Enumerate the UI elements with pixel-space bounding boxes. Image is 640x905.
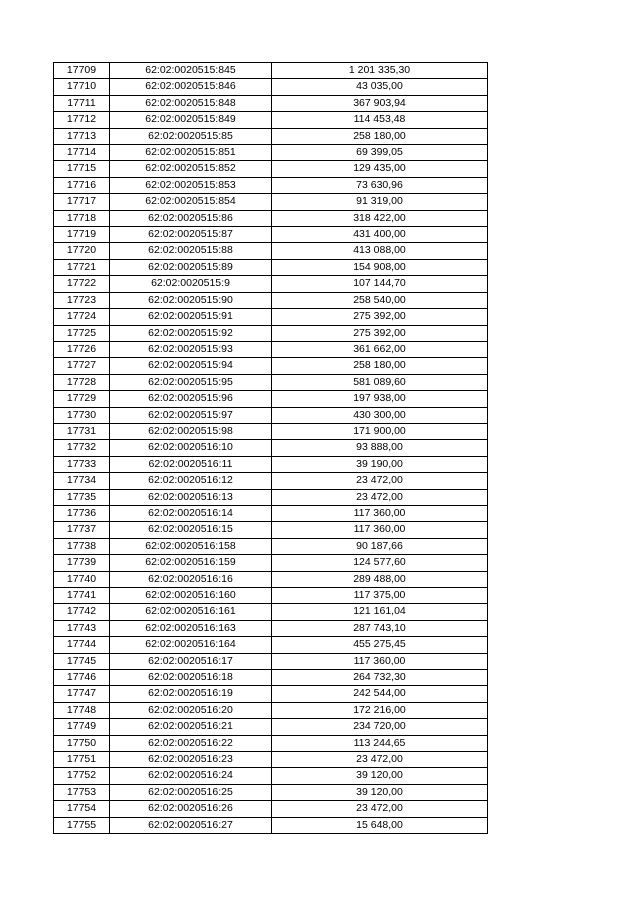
value-cell: 1 201 335,30 xyxy=(272,63,488,79)
row-number-cell: 17737 xyxy=(54,522,110,538)
value-cell: 23 472,00 xyxy=(272,801,488,817)
cadastral-number-cell: 62:02:0020515:86 xyxy=(110,210,272,226)
row-number-cell: 17731 xyxy=(54,423,110,439)
value-cell: 258 180,00 xyxy=(272,358,488,374)
value-cell: 39 190,00 xyxy=(272,456,488,472)
table-row xyxy=(54,604,488,620)
cadastral-number-cell: 62:02:0020516:11 xyxy=(110,456,272,472)
cadastral-number-cell: 62:02:0020515:848 xyxy=(110,95,272,111)
row-number-cell: 17745 xyxy=(54,653,110,669)
value-cell: 117 375,00 xyxy=(272,588,488,604)
cadastral-number-cell: 62:02:0020516:25 xyxy=(110,784,272,800)
cadastral-number-cell: 62:02:0020516:159 xyxy=(110,555,272,571)
value-cell: 39 120,00 xyxy=(272,768,488,784)
value-cell: 39 120,00 xyxy=(272,784,488,800)
cadastral-number-cell: 62:02:0020515:852 xyxy=(110,161,272,177)
row-number-cell: 17754 xyxy=(54,801,110,817)
row-number-cell: 17744 xyxy=(54,637,110,653)
cadastral-number-cell: 62:02:0020515:853 xyxy=(110,177,272,193)
value-cell: 117 360,00 xyxy=(272,522,488,538)
cadastral-number-cell: 62:02:0020515:90 xyxy=(110,292,272,308)
value-cell: 73 630,96 xyxy=(272,177,488,193)
table-row xyxy=(54,653,488,669)
cadastral-number-cell: 62:02:0020516:14 xyxy=(110,505,272,521)
table-row xyxy=(54,817,488,833)
table-row xyxy=(54,210,488,226)
value-cell: 172 216,00 xyxy=(272,702,488,718)
cadastral-number-cell: 62:02:0020515:97 xyxy=(110,407,272,423)
value-cell: 171 900,00 xyxy=(272,423,488,439)
row-number-cell: 17710 xyxy=(54,79,110,95)
cadastral-number-cell: 62:02:0020516:23 xyxy=(110,752,272,768)
row-number-cell: 17714 xyxy=(54,145,110,161)
table-row xyxy=(54,341,488,357)
table-row xyxy=(54,489,488,505)
row-number-cell: 17716 xyxy=(54,177,110,193)
row-number-cell: 17721 xyxy=(54,259,110,275)
row-number-cell: 17712 xyxy=(54,112,110,128)
value-cell: 289 488,00 xyxy=(272,571,488,587)
cadastral-number-cell: 62:02:0020516:18 xyxy=(110,670,272,686)
cadastral-number-cell: 62:02:0020516:160 xyxy=(110,588,272,604)
table-row xyxy=(54,292,488,308)
row-number-cell: 17747 xyxy=(54,686,110,702)
table-row xyxy=(54,391,488,407)
row-number-cell: 17749 xyxy=(54,719,110,735)
row-number-cell: 17741 xyxy=(54,588,110,604)
value-cell: 455 275,45 xyxy=(272,637,488,653)
table-row xyxy=(54,702,488,718)
table-row xyxy=(54,423,488,439)
cadastral-number-cell: 62:02:0020515:845 xyxy=(110,63,272,79)
row-number-cell: 17730 xyxy=(54,407,110,423)
cadastral-number-cell: 62:02:0020515:87 xyxy=(110,227,272,243)
table-row xyxy=(54,79,488,95)
cadastral-number-cell: 62:02:0020515:91 xyxy=(110,309,272,325)
cadastral-number-cell: 62:02:0020515:89 xyxy=(110,259,272,275)
table-row xyxy=(54,801,488,817)
value-cell: 275 392,00 xyxy=(272,325,488,341)
cadastral-number-cell: 62:02:0020515:85 xyxy=(110,128,272,144)
value-cell: 23 472,00 xyxy=(272,473,488,489)
row-number-cell: 17729 xyxy=(54,391,110,407)
row-number-cell: 17753 xyxy=(54,784,110,800)
value-cell: 91 319,00 xyxy=(272,194,488,210)
row-number-cell: 17724 xyxy=(54,309,110,325)
table-row xyxy=(54,145,488,161)
value-cell: 43 035,00 xyxy=(272,79,488,95)
row-number-cell: 17713 xyxy=(54,128,110,144)
value-cell: 117 360,00 xyxy=(272,505,488,521)
value-cell: 124 577,60 xyxy=(272,555,488,571)
row-number-cell: 17720 xyxy=(54,243,110,259)
cadastral-number-cell: 62:02:0020515:851 xyxy=(110,145,272,161)
value-cell: 234 720,00 xyxy=(272,719,488,735)
cadastral-number-cell: 62:02:0020515:92 xyxy=(110,325,272,341)
cadastral-number-cell: 62:02:0020515:95 xyxy=(110,374,272,390)
table-row xyxy=(54,95,488,111)
row-number-cell: 17738 xyxy=(54,538,110,554)
row-number-cell: 17750 xyxy=(54,735,110,751)
cadastral-number-cell: 62:02:0020516:22 xyxy=(110,735,272,751)
cadastral-number-cell: 62:02:0020516:12 xyxy=(110,473,272,489)
table-row xyxy=(54,752,488,768)
table-row xyxy=(54,670,488,686)
row-number-cell: 17728 xyxy=(54,374,110,390)
table-row xyxy=(54,473,488,489)
value-cell: 367 903,94 xyxy=(272,95,488,111)
table-row xyxy=(54,194,488,210)
row-number-cell: 17752 xyxy=(54,768,110,784)
cadastral-number-cell: 62:02:0020515:94 xyxy=(110,358,272,374)
row-number-cell: 17739 xyxy=(54,555,110,571)
row-number-cell: 17715 xyxy=(54,161,110,177)
cadastral-number-cell: 62:02:0020516:20 xyxy=(110,702,272,718)
table-row xyxy=(54,161,488,177)
table-row xyxy=(54,522,488,538)
value-cell: 581 089,60 xyxy=(272,374,488,390)
value-cell: 242 544,00 xyxy=(272,686,488,702)
cadastral-number-cell: 62:02:0020516:158 xyxy=(110,538,272,554)
cadastral-number-cell: 62:02:0020516:24 xyxy=(110,768,272,784)
table-row xyxy=(54,243,488,259)
value-cell: 23 472,00 xyxy=(272,752,488,768)
table-row xyxy=(54,374,488,390)
cadastral-number-cell: 62:02:0020515:98 xyxy=(110,423,272,439)
value-cell: 121 161,04 xyxy=(272,604,488,620)
row-number-cell: 17733 xyxy=(54,456,110,472)
table-row xyxy=(54,620,488,636)
row-number-cell: 17722 xyxy=(54,276,110,292)
cadastral-number-cell: 62:02:0020515:88 xyxy=(110,243,272,259)
table-row xyxy=(54,768,488,784)
table-row xyxy=(54,719,488,735)
value-cell: 107 144,70 xyxy=(272,276,488,292)
value-cell: 287 743,10 xyxy=(272,620,488,636)
row-number-cell: 17723 xyxy=(54,292,110,308)
value-cell: 361 662,00 xyxy=(272,341,488,357)
cadastral-number-cell: 62:02:0020516:163 xyxy=(110,620,272,636)
value-cell: 129 435,00 xyxy=(272,161,488,177)
table-row xyxy=(54,112,488,128)
value-cell: 264 732,30 xyxy=(272,670,488,686)
value-cell: 114 453,48 xyxy=(272,112,488,128)
table-row xyxy=(54,505,488,521)
cadastral-number-cell: 62:02:0020516:16 xyxy=(110,571,272,587)
table-row xyxy=(54,571,488,587)
table-row xyxy=(54,784,488,800)
table-row xyxy=(54,588,488,604)
table-row xyxy=(54,276,488,292)
cadastral-number-cell: 62:02:0020515:846 xyxy=(110,79,272,95)
table-row xyxy=(54,325,488,341)
row-number-cell: 17725 xyxy=(54,325,110,341)
cadastral-number-cell: 62:02:0020515:96 xyxy=(110,391,272,407)
value-cell: 117 360,00 xyxy=(272,653,488,669)
row-number-cell: 17732 xyxy=(54,440,110,456)
cadastral-number-cell: 62:02:0020516:13 xyxy=(110,489,272,505)
row-number-cell: 17718 xyxy=(54,210,110,226)
cadastral-number-cell: 62:02:0020515:93 xyxy=(110,341,272,357)
cadastral-number-cell: 62:02:0020516:164 xyxy=(110,637,272,653)
row-number-cell: 17742 xyxy=(54,604,110,620)
value-cell: 413 088,00 xyxy=(272,243,488,259)
table-row xyxy=(54,440,488,456)
table-row xyxy=(54,538,488,554)
row-number-cell: 17748 xyxy=(54,702,110,718)
table-row xyxy=(54,227,488,243)
value-cell: 197 938,00 xyxy=(272,391,488,407)
row-number-cell: 17751 xyxy=(54,752,110,768)
row-number-cell: 17717 xyxy=(54,194,110,210)
cadastral-number-cell: 62:02:0020516:10 xyxy=(110,440,272,456)
table-row xyxy=(54,128,488,144)
table-row xyxy=(54,358,488,374)
row-number-cell: 17740 xyxy=(54,571,110,587)
cadastral-number-cell: 62:02:0020515:854 xyxy=(110,194,272,210)
cadastral-number-cell: 62:02:0020516:21 xyxy=(110,719,272,735)
table-row xyxy=(54,555,488,571)
table-row xyxy=(54,259,488,275)
value-cell: 93 888,00 xyxy=(272,440,488,456)
row-number-cell: 17755 xyxy=(54,817,110,833)
value-cell: 154 908,00 xyxy=(272,259,488,275)
row-number-cell: 17727 xyxy=(54,358,110,374)
value-cell: 113 244,65 xyxy=(272,735,488,751)
table-row xyxy=(54,63,488,79)
value-cell: 258 540,00 xyxy=(272,292,488,308)
cadastral-number-cell: 62:02:0020516:27 xyxy=(110,817,272,833)
value-cell: 69 399,05 xyxy=(272,145,488,161)
cadastral-number-cell: 62:02:0020516:26 xyxy=(110,801,272,817)
cadastral-number-cell: 62:02:0020515:9 xyxy=(110,276,272,292)
row-number-cell: 17743 xyxy=(54,620,110,636)
table-row xyxy=(54,407,488,423)
value-cell: 258 180,00 xyxy=(272,128,488,144)
row-number-cell: 17746 xyxy=(54,670,110,686)
row-number-cell: 17735 xyxy=(54,489,110,505)
cadastral-number-cell: 62:02:0020516:19 xyxy=(110,686,272,702)
value-cell: 275 392,00 xyxy=(272,309,488,325)
row-number-cell: 17734 xyxy=(54,473,110,489)
value-cell: 430 300,00 xyxy=(272,407,488,423)
cadastral-number-cell: 62:02:0020515:849 xyxy=(110,112,272,128)
table-row xyxy=(54,686,488,702)
value-cell: 15 648,00 xyxy=(272,817,488,833)
row-number-cell: 17709 xyxy=(54,63,110,79)
table-row xyxy=(54,735,488,751)
cadastral-value-table xyxy=(53,62,488,834)
table-row xyxy=(54,309,488,325)
value-cell: 23 472,00 xyxy=(272,489,488,505)
cadastral-number-cell: 62:02:0020516:17 xyxy=(110,653,272,669)
row-number-cell: 17711 xyxy=(54,95,110,111)
row-number-cell: 17736 xyxy=(54,505,110,521)
row-number-cell: 17726 xyxy=(54,341,110,357)
row-number-cell: 17719 xyxy=(54,227,110,243)
table-row xyxy=(54,637,488,653)
table-row xyxy=(54,177,488,193)
value-cell: 318 422,00 xyxy=(272,210,488,226)
cadastral-number-cell: 62:02:0020516:15 xyxy=(110,522,272,538)
value-cell: 90 187,66 xyxy=(272,538,488,554)
value-cell: 431 400,00 xyxy=(272,227,488,243)
table-body xyxy=(54,63,488,834)
table-row xyxy=(54,456,488,472)
cadastral-number-cell: 62:02:0020516:161 xyxy=(110,604,272,620)
